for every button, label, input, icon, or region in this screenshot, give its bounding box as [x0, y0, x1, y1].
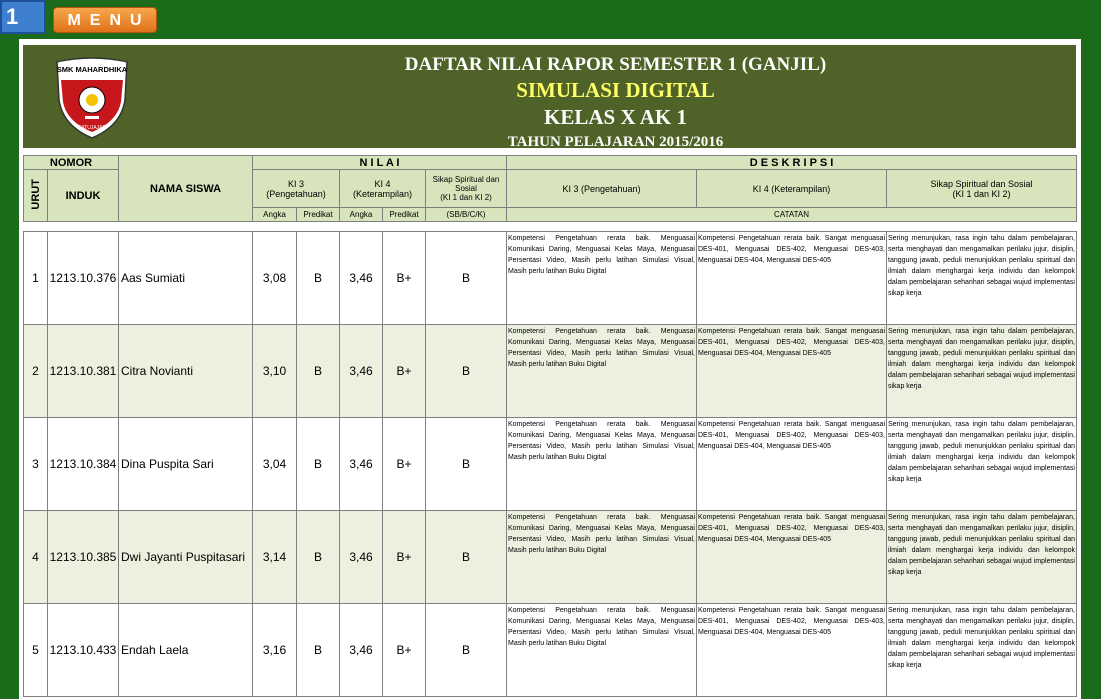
- logo-title-text: SMK MAHARDHIKA: [56, 65, 128, 74]
- cell-urut[interactable]: 1: [24, 232, 48, 325]
- cell-sikap[interactable]: B: [426, 604, 507, 697]
- cell-induk[interactable]: 1213.10.381: [48, 325, 119, 418]
- cell-sikap[interactable]: B: [426, 511, 507, 604]
- cell-induk[interactable]: 1213.10.376: [48, 232, 119, 325]
- cell-ki3-angka[interactable]: 3,10: [253, 325, 297, 418]
- cell-desc-sikap[interactable]: Sering menunjukan, rasa ingin tahu dalam pembelajaran, serta menghayati dan mengamalkan perilaku jujur, disiplin, tanggung jawab, peduli menunjukkan perilaku spiritual dan ilmiah dalam menghargai kerja individu dan kelompok dalam pembelajaran seharihari sebagai wujud implementasi sikap kerja: [887, 232, 1077, 325]
- header-induk: INDUK: [48, 170, 119, 222]
- report-title-block: [303, 53, 928, 153]
- header-desc-ki4: KI 4 (Keterampilan): [697, 170, 887, 208]
- academic-year: TAHUN PELAJARAN 2015/2016: [507, 134, 724, 150]
- cell-desc-sikap[interactable]: Sering menunjukan, rasa ingin tahu dalam pembelajaran, serta menghayati dan mengamalkan perilaku jujur, disiplin, tanggung jawab, peduli menunjukkan perilaku spiritual dan ilmiah dalam menghargai kerja individu dan kelompok dalam pembelajaran seharihari sebagai wujud implementasi sikap kerja: [887, 511, 1077, 604]
- cell-desc-ki4[interactable]: Kompetensi Pengetahuan rerata baik. Sangat menguasai DES-401, Menguasai DES-402, Menguasai DES-403, Menguasai DES-404, Menguasai DES-405: [697, 418, 887, 511]
- student-grade-table: [23, 231, 1077, 697]
- cell-ki3-predikat[interactable]: B: [297, 604, 340, 697]
- cell-ki3-angka[interactable]: 3,16: [253, 604, 297, 697]
- cell-ki4-angka[interactable]: 3,46: [340, 232, 383, 325]
- cell-urut[interactable]: 5: [24, 604, 48, 697]
- cell-induk[interactable]: 1213.10.384: [48, 418, 119, 511]
- cell-urut[interactable]: 3: [24, 418, 48, 511]
- header-deskripsi: D E S K R I P S I: [507, 156, 1077, 170]
- cell-ki3-predikat[interactable]: B: [297, 511, 340, 604]
- school-logo-icon: [53, 56, 131, 140]
- cell-induk[interactable]: 1213.10.385: [48, 511, 119, 604]
- cell-sikap[interactable]: B: [426, 418, 507, 511]
- header-nomor: NOMOR: [24, 156, 119, 170]
- cell-ki4-predikat[interactable]: B+: [383, 511, 426, 604]
- header-sikap-code: (SB/B/C/K): [426, 208, 507, 222]
- header-ki3: KI 3 (Pengetahuan): [253, 170, 340, 208]
- student-row[interactable]: [24, 511, 1077, 604]
- cell-sikap[interactable]: B: [426, 325, 507, 418]
- spreadsheet-sheet: [19, 39, 1081, 699]
- cell-ki4-angka[interactable]: 3,46: [340, 604, 383, 697]
- student-row[interactable]: [24, 325, 1077, 418]
- cell-ki3-predikat[interactable]: B: [297, 418, 340, 511]
- header-ki3-angka: Angka: [253, 208, 297, 222]
- cell-ki4-angka[interactable]: 3,46: [340, 418, 383, 511]
- cell-nama[interactable]: Endah Laela: [119, 604, 253, 697]
- report-title: DAFTAR NILAI RAPOR SEMESTER 1 (GANJIL): [404, 54, 827, 75]
- cell-sikap[interactable]: B: [426, 232, 507, 325]
- cell-desc-ki3[interactable]: Kompetensi Pengetahuan rerata baik. Menguasai Komunikasi Daring, Menguasai Kelas Maya, Menguasai Persentasi Video, Masih perlu latihan Simulasi Visual, Masih perlu latihan Buku Digital: [507, 418, 697, 511]
- cell-ki3-angka[interactable]: 3,14: [253, 511, 297, 604]
- cell-desc-ki3[interactable]: Kompetensi Pengetahuan rerata baik. Menguasai Komunikasi Daring, Menguasai Kelas Maya, Menguasai Persentasi Video, Masih perlu latihan Simulasi Visual, Masih perlu latihan Buku Digital: [507, 232, 697, 325]
- cell-desc-sikap[interactable]: Sering menunjukan, rasa ingin tahu dalam pembelajaran, serta menghayati dan mengamalkan perilaku jujur, disiplin, tanggung jawab, peduli menunjukkan perilaku spiritual dan ilmiah dalam menghargai kerja individu dan kelompok dalam pembelajaran seharihari sebagai wujud implementasi sikap kerja: [887, 325, 1077, 418]
- header-sikap: Sikap Spiritual dan Sosial (KI 1 dan KI 2): [426, 170, 507, 208]
- cell-ki4-predikat[interactable]: B+: [383, 232, 426, 325]
- cell-induk[interactable]: 1213.10.433: [48, 604, 119, 697]
- cell-reference-box[interactable]: 1: [0, 0, 46, 34]
- header-ki4: KI 4 (Keterampilan): [340, 170, 426, 208]
- cell-desc-ki4[interactable]: Kompetensi Pengetahuan rerata baik. Sangat menguasai DES-401, Menguasai DES-402, Menguasai DES-403, Menguasai DES-404, Menguasai DES-405: [697, 325, 887, 418]
- header-ki4-angka: Angka: [340, 208, 383, 222]
- header-nilai: N I L A I: [253, 156, 507, 170]
- class-title: KELAS X AK 1: [544, 105, 687, 129]
- column-header-table: [23, 155, 1077, 222]
- cell-desc-sikap[interactable]: Sering menunjukan, rasa ingin tahu dalam pembelajaran, serta menghayati dan mengamalkan perilaku jujur, disiplin, tanggung jawab, peduli menunjukkan perilaku spiritual dan ilmiah dalam menghargai kerja individu dan kelompok dalam pembelajaran seharihari sebagai wujud implementasi sikap kerja: [887, 604, 1077, 697]
- header-catatan: CATATAN: [507, 208, 1077, 222]
- menu-button[interactable]: MENU: [53, 7, 157, 33]
- report-header-band: [23, 45, 1076, 148]
- cell-desc-ki3[interactable]: Kompetensi Pengetahuan rerata baik. Menguasai Komunikasi Daring, Menguasai Kelas Maya, Menguasai Persentasi Video, Masih perlu latihan Simulasi Visual, Masih perlu latihan Buku Digital: [507, 511, 697, 604]
- header-urut: URUT: [24, 170, 48, 222]
- cell-nama[interactable]: Dwi Jayanti Puspitasari: [119, 511, 253, 604]
- cell-ki3-predikat[interactable]: B: [297, 232, 340, 325]
- cell-desc-sikap[interactable]: Sering menunjukan, rasa ingin tahu dalam pembelajaran, serta menghayati dan mengamalkan perilaku jujur, disiplin, tanggung jawab, peduli menunjukkan perilaku spiritual dan ilmiah dalam menghargai kerja individu dan kelompok dalam pembelajaran seharihari sebagai wujud implementasi sikap kerja: [887, 418, 1077, 511]
- cell-desc-ki3[interactable]: Kompetensi Pengetahuan rerata baik. Menguasai Komunikasi Daring, Menguasai Kelas Maya, Menguasai Persentasi Video, Masih perlu latihan Simulasi Visual, Masih perlu latihan Buku Digital: [507, 604, 697, 697]
- logo-city-text: BATUJAJAR: [77, 125, 107, 131]
- student-row[interactable]: [24, 232, 1077, 325]
- header-nama-siswa: NAMA SISWA: [119, 156, 253, 222]
- cell-ki3-angka[interactable]: 3,04: [253, 418, 297, 511]
- cell-ki4-angka[interactable]: 3,46: [340, 511, 383, 604]
- header-desc-ki3: KI 3 (Pengetahuan): [507, 170, 697, 208]
- cell-nama[interactable]: Dina Puspita Sari: [119, 418, 253, 511]
- cell-nama[interactable]: Aas Sumiati: [119, 232, 253, 325]
- header-desc-sikap: Sikap Spiritual dan Sosial (KI 1 dan KI 2): [887, 170, 1077, 208]
- cell-desc-ki4[interactable]: Kompetensi Pengetahuan rerata baik. Sangat menguasai DES-401, Menguasai DES-402, Menguasai DES-403, Menguasai DES-404, Menguasai DES-405: [697, 511, 887, 604]
- cell-urut[interactable]: 2: [24, 325, 48, 418]
- cell-ki3-predikat[interactable]: B: [297, 325, 340, 418]
- header-ki4-predikat: Predikat: [383, 208, 426, 222]
- cell-desc-ki3[interactable]: Kompetensi Pengetahuan rerata baik. Menguasai Komunikasi Daring, Menguasai Kelas Maya, Menguasai Persentasi Video, Masih perlu latihan Simulasi Visual, Masih perlu latihan Buku Digital: [507, 325, 697, 418]
- cell-ki4-predikat[interactable]: B+: [383, 418, 426, 511]
- header-ki3-predikat: Predikat: [297, 208, 340, 222]
- cell-desc-ki4[interactable]: Kompetensi Pengetahuan rerata baik. Sangat menguasai DES-401, Menguasai DES-402, Menguasai DES-403, Menguasai DES-404, Menguasai DES-405: [697, 232, 887, 325]
- cell-urut[interactable]: 4: [24, 511, 48, 604]
- cell-ki4-predikat[interactable]: B+: [383, 325, 426, 418]
- student-row[interactable]: [24, 604, 1077, 697]
- cell-nama[interactable]: Citra Novianti: [119, 325, 253, 418]
- cell-ki4-angka[interactable]: 3,46: [340, 325, 383, 418]
- student-row[interactable]: [24, 418, 1077, 511]
- cell-ki3-angka[interactable]: 3,08: [253, 232, 297, 325]
- cell-ki4-predikat[interactable]: B+: [383, 604, 426, 697]
- cell-desc-ki4[interactable]: Kompetensi Pengetahuan rerata baik. Sangat menguasai DES-401, Menguasai DES-402, Menguasai DES-403, Menguasai DES-404, Menguasai DES-405: [697, 604, 887, 697]
- subject-title: SIMULASI DIGITAL: [516, 78, 715, 102]
